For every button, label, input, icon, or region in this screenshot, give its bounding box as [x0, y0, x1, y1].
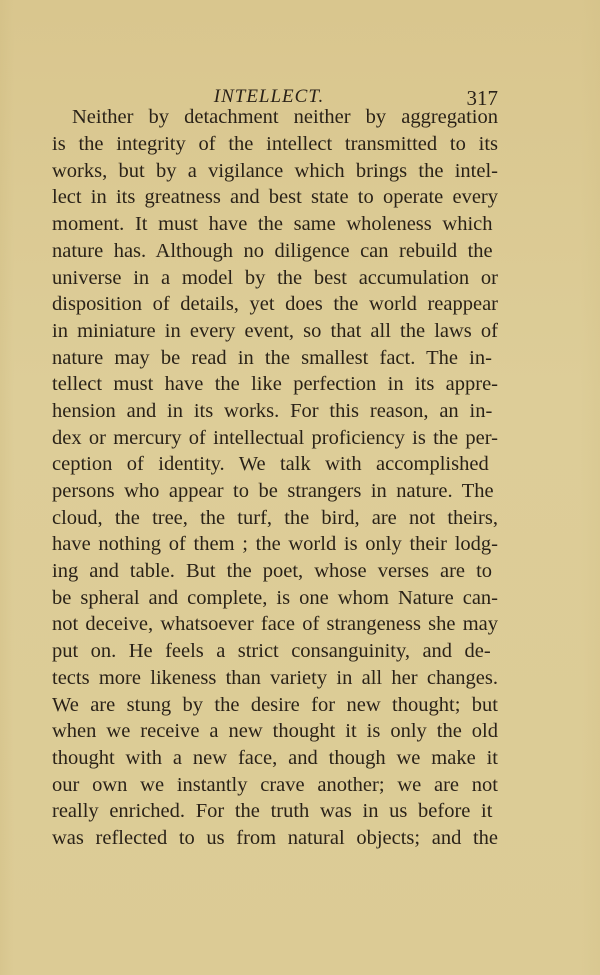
running-title: INTELLECT. [213, 86, 325, 107]
text-line: is the integrity of the intellect transmitted to its [52, 133, 498, 156]
text-line: hension and in its works. For this reason, an in- [52, 399, 493, 422]
text-line: disposition of details, yet does the world reappear [52, 293, 498, 316]
text-line: be spheral and complete, is one whom Nature can- [52, 586, 498, 609]
text-line: put on. He feels a strict consanguinity, and de- [52, 640, 491, 663]
text-line: tellect must have the like perfection in its appre- [52, 373, 498, 396]
page-number: 317 [466, 86, 498, 110]
text-line: dex or mercury of intellectual proficiency is the per- [52, 426, 498, 449]
text-line: lect in its greatness and best state to operate every [52, 186, 498, 209]
text-line: We are stung by the desire for new thought; but [52, 693, 498, 716]
text-line: universe in a model by the best accumulation or [52, 266, 498, 289]
text-line: was reflected to us from natural objects; and the [52, 826, 498, 849]
text-line: moment. It must have the same wholeness which [52, 213, 493, 236]
text-line: nature has. Although no diligence can rebuild the [52, 239, 493, 262]
text-line: ing and table. But the poet, whose verses are to [52, 560, 493, 583]
text-line: cloud, the tree, the turf, the bird, are not theirs, [52, 506, 498, 529]
text-line: our own we instantly crave another; we are not [52, 773, 498, 796]
text-line: nature may be read in the smallest fact. The in- [52, 346, 492, 369]
text-line: ception of identity. We talk with accomplished [52, 453, 489, 476]
body-text [52, 94, 498, 852]
text-line: when we receive a new thought it is only the old [52, 720, 498, 743]
text-line: have nothing of them ; the world is only their lodg- [52, 533, 498, 556]
text-line: thought with a new face, and though we make it [52, 746, 498, 769]
text-line: in miniature in every event, so that all the laws of [52, 319, 498, 342]
text-line: persons who appear to be strangers in nature. The [52, 480, 494, 503]
text-line: works, but by a vigilance which brings the intel- [52, 159, 498, 182]
text-line: not deceive, whatsoever face of strangeness she may [52, 613, 498, 636]
text-line: Neither by detachment neither by aggregation [72, 106, 498, 128]
text-line: tects more likeness than variety in all her changes. [52, 666, 498, 689]
text-line: really enriched. For the truth was in us before it [52, 800, 493, 823]
paragraph [52, 94, 498, 852]
